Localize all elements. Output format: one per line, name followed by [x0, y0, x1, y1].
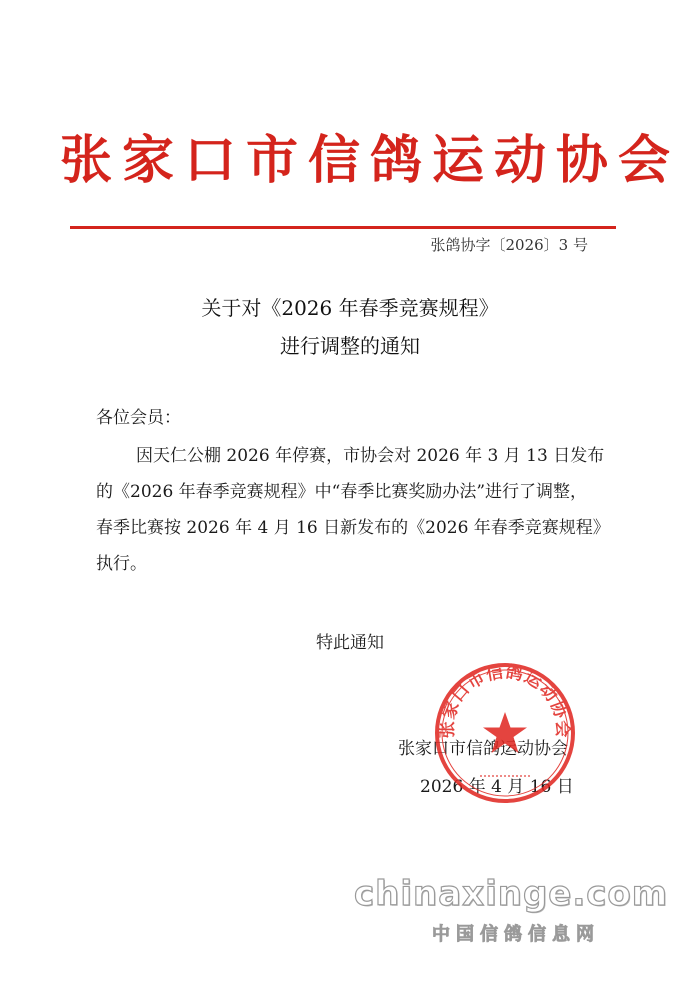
letterhead-title: 张家口市信鸽运动协会	[60, 130, 681, 191]
closing-remark: 特此通知	[316, 633, 384, 653]
body-line-3: 春季比赛按 2026 年 4 月 16 日新发布的《2026 年春季竞赛规程》	[96, 518, 610, 538]
salutation: 各位会员：	[96, 408, 181, 428]
notice-title-line2: 进行调整的通知	[280, 334, 420, 358]
notice-body	[96, 438, 608, 582]
body-line-2: 的《2026 年春季竞赛规程》中“春季比赛奖励办法”进行了调整，	[96, 482, 588, 502]
body-line-1: 因天仁公棚 2026 年停赛，市协会对 2026 年 3 月 13 日发布	[136, 446, 605, 466]
watermark-domain: chinaxinge.com	[354, 874, 669, 914]
document-number: 张鸽协字〔2026〕3 号	[430, 236, 588, 254]
signature-organization: 张家口市信鸽运动协会	[398, 739, 568, 759]
watermark-site-name: 中国信鸽信息网	[432, 924, 600, 945]
notice-title-line1: 关于对《2026 年春季竞赛规程》	[201, 296, 499, 320]
svg-text:张家口市信鸽运动协会: 张家口市信鸽运动协会	[437, 662, 573, 739]
signature-date: 2026 年 4 月 16 日	[420, 777, 574, 797]
official-seal-icon	[432, 660, 578, 806]
letterhead-divider	[70, 226, 616, 229]
body-line-4: 执行。	[96, 554, 147, 574]
